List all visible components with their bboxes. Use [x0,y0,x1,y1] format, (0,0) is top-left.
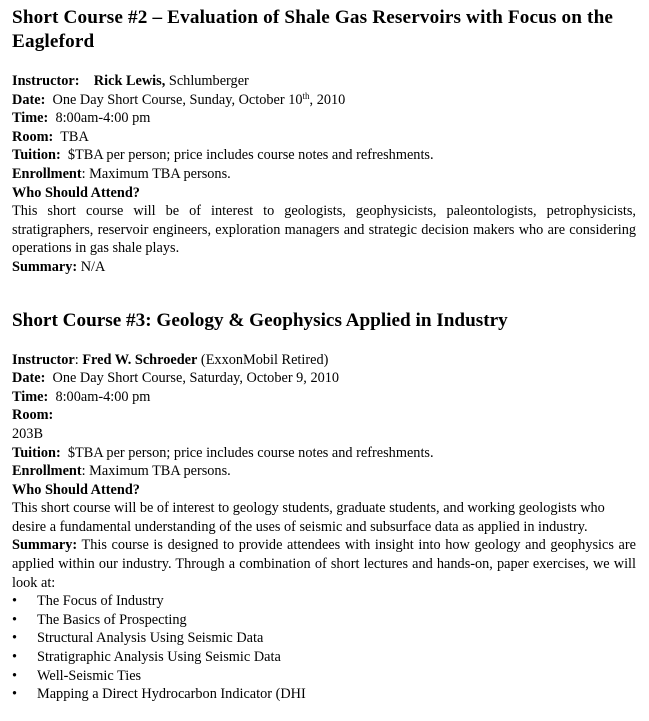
instructor-affiliation: Schlumberger [165,73,249,89]
course-3-room-value: 203B [12,425,43,442]
topic-text: The Focus of Industry [37,593,164,610]
date-suffix: th [302,90,310,101]
summary-label: Summary: [12,537,78,554]
course-2-summary [12,258,636,277]
enrollment-value: : Maximum TBA persons. [81,165,231,182]
instructor-name: Rick Lewis, [93,73,166,89]
bullet-icon: • [12,611,18,628]
bullet-icon: • [12,649,18,666]
instructor-name: Fred W. Schroeder [82,351,198,368]
summary-value: N/A [80,258,106,275]
course-3-who-text: This short course will be of interest to geology students, graduate students, and working geologists who desire a fundamental understanding of the uses of seismic and subsurface data as applied in industry. [12,500,605,535]
instructor-affiliation: (ExxonMobil Retired) [197,351,329,368]
enrollment-label: Enrollment [12,165,82,182]
course-3-who-heading: Who Should Attend? [12,481,140,498]
course-2-section [12,6,636,277]
date-label: Date: [12,370,46,387]
course-3-tuition [12,444,636,463]
topic-text: Well-Seismic Ties [37,667,142,684]
course-2-who-heading: Who Should Attend? [12,184,140,201]
course-3-summary [12,536,636,592]
instructor-label: Instructor: [12,73,80,89]
course-2-title: Short Course #2 – Evaluation of Shale Gas Reservoirs with Focus on the Eagleford [12,7,614,52]
course-3-instructor [12,351,636,370]
date-value: One Day Short Course, Saturday, October 9, 2010 [52,370,340,387]
instructor-label: Instructor [12,351,75,368]
summary-label: Summary: [12,258,78,275]
time-label: Time: [12,110,49,127]
room-value: TBA [60,128,89,145]
tuition-value: $TBA per person; price includes course notes and refreshments. [67,147,434,164]
course-3-room [12,406,636,425]
topic-text: Structural Analysis Using Seismic Data [37,630,264,647]
bullet-icon: • [12,593,18,610]
course-2-who-text: This short course will be of interest to geologists, geophysicists, paleontologists, petrophysicists, stratigraphers, reservoir engineers, exploration managers and strategic decision makers who are considering operations in gas shale plays. [12,203,636,257]
course-2-room [12,128,636,147]
topic-text: Stratigraphic Analysis Using Seismic Data [37,649,281,666]
bullet-icon: • [12,630,18,647]
document-page [12,6,636,704]
room-label: Room: [12,407,54,424]
list-item [12,629,636,648]
list-item [12,685,636,704]
bullet-icon: • [12,686,18,703]
enrollment-label: Enrollment [12,463,82,480]
bullet-icon: • [12,667,18,684]
topic-text: Mapping a Direct Hydrocarbon Indicator (DHI [37,686,306,703]
date-value: One Day Short Course, Sunday, October 10 [52,91,303,108]
course-2-time [12,109,636,128]
course-2-date [12,91,636,110]
date-label: Date: [12,91,46,108]
course-2-instructor [12,72,636,91]
list-item [12,592,636,611]
topic-list [12,592,636,704]
summary-text: This course is designed to provide attendees with insight into how geology and geophysics are applied within our industry. Through a combination of short lectures and hands-on, paper exercises, we will look at: [12,537,636,591]
list-item [12,611,636,630]
date-year: , 2010 [309,91,346,108]
tuition-label: Tuition: [12,444,61,461]
time-value: 8:00am-4:00 pm [55,388,151,405]
instructor-colon: : [74,351,79,368]
list-item [12,648,636,667]
course-3-title: Short Course #3: Geology & Geophysics Applied in Industry [12,309,508,331]
course-3-section [12,309,636,704]
tuition-label: Tuition: [12,147,61,164]
course-2-tuition [12,146,636,165]
list-item [12,667,636,686]
time-label: Time: [12,388,49,405]
course-3-time [12,388,636,407]
course-3-enrollment [12,462,636,481]
course-2-enrollment [12,165,636,184]
tuition-value: $TBA per person; price includes course notes and refreshments. [67,444,434,461]
course-3-date [12,369,636,388]
enrollment-value: : Maximum TBA persons. [81,463,231,480]
time-value: 8:00am-4:00 pm [55,110,151,127]
topic-text: The Basics of Prospecting [37,611,187,628]
room-label: Room: [12,128,54,145]
